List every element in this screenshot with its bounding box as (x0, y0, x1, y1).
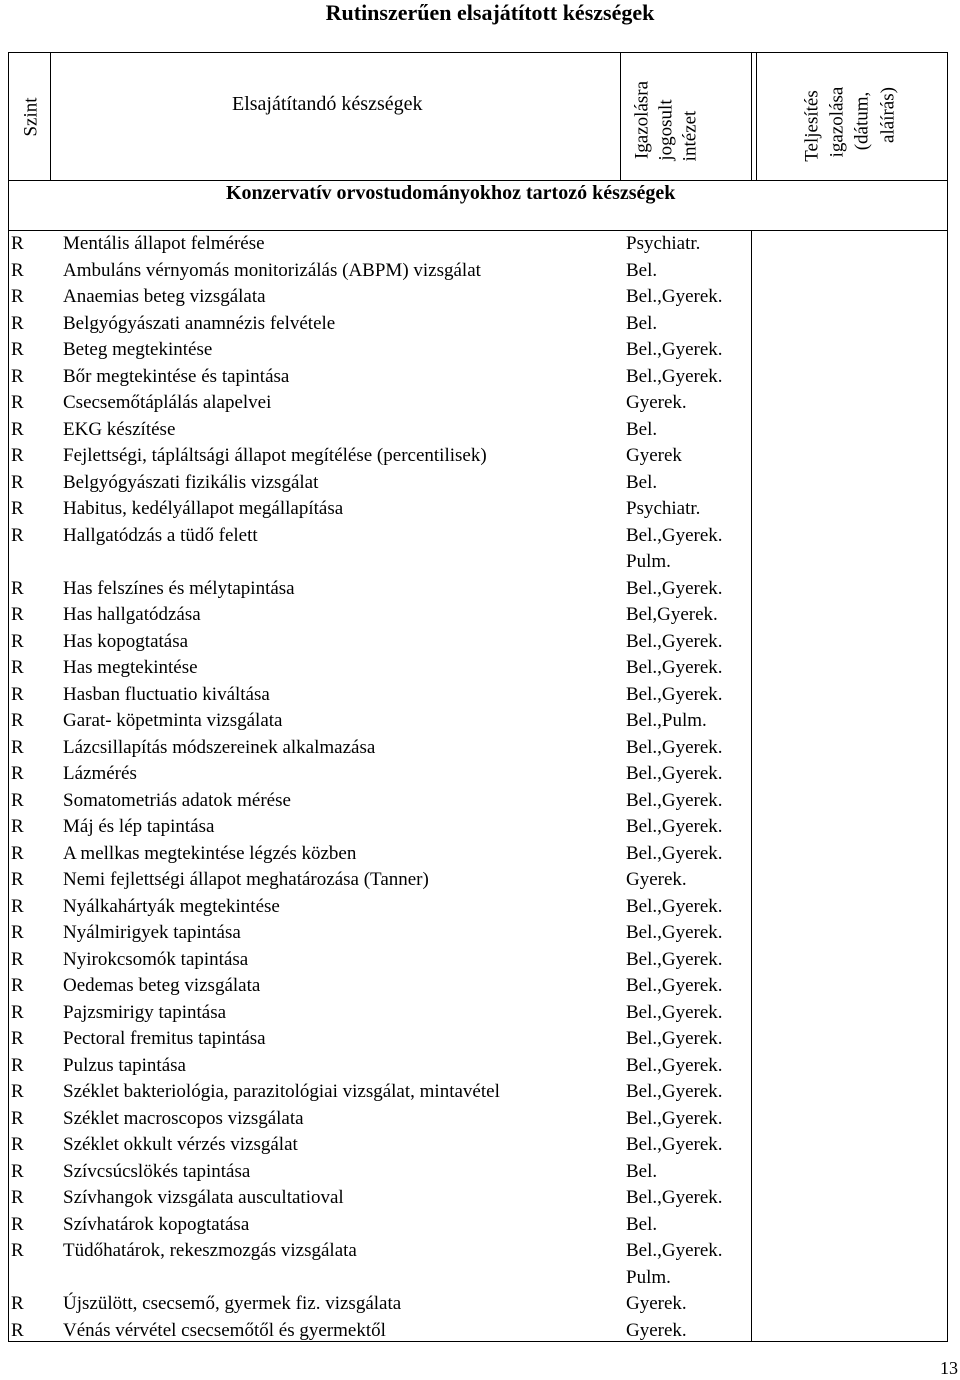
header-level: Szint (20, 97, 42, 137)
table-row (0, 258, 960, 285)
table-row (0, 629, 960, 656)
row-institute: Bel.,Gyerek. (626, 922, 723, 943)
table-row (0, 841, 960, 868)
row-institute: Bel.,Gyerek. (626, 577, 723, 599)
row-institute: Bel. (626, 418, 658, 440)
row-institute: Bel. (626, 312, 658, 334)
row-skill: Has kopogtatása (63, 630, 189, 652)
table-row (0, 523, 960, 576)
row-level: R (11, 710, 24, 731)
table-row (0, 470, 960, 497)
table-row (0, 973, 960, 1000)
row-institute: Bel.,Gyerek. (626, 1028, 723, 1049)
row-skill: Szívhangok vizsgálata auscultatioval (63, 1187, 344, 1208)
row-skill: Belgyógyászati anamnézis felvétele (63, 312, 336, 334)
row-level: R (11, 1213, 24, 1235)
row-level: R (11, 736, 24, 758)
row-institute: Bel.,Gyerek. (626, 1081, 723, 1102)
table-row (0, 788, 960, 815)
row-skill: Pectoral fremitus tapintása (63, 1028, 266, 1049)
row-level: R (11, 1081, 24, 1102)
row-institute: Gyerek. (626, 1319, 687, 1341)
row-skill: Széklet bakteriológia, parazitológiai vizsgálat, mintavétel (63, 1081, 500, 1102)
row-skill: Pulzus tapintása (63, 1054, 186, 1076)
row-level: R (11, 339, 24, 360)
row-institute: Bel.,Gyerek. (626, 630, 723, 652)
header-skills: Elsajátítandó készségek (232, 93, 423, 115)
table-row (0, 443, 960, 470)
row-institute: Bel.,Gyerek. (626, 365, 723, 387)
row-skill: Széklet okkult vérzés vizsgálat (63, 1134, 298, 1155)
row-level: R (11, 975, 24, 996)
row-level: R (11, 286, 24, 307)
row-level: R (11, 1028, 24, 1049)
row-level: R (11, 789, 24, 811)
row-level: R (11, 259, 24, 281)
row-skill: Lázmérés (63, 763, 137, 784)
table-row (0, 1026, 960, 1053)
row-level: R (11, 471, 24, 493)
row-institute: Bel.,Gyerek. (626, 339, 723, 360)
row-skill: Has megtekintése (63, 657, 198, 678)
table-row (0, 390, 960, 417)
table-row (0, 708, 960, 735)
row-institute: Gyerek. (626, 1293, 687, 1314)
row-skill: Máj és lép tapintása (63, 816, 215, 837)
table-row (0, 1106, 960, 1133)
row-institute: Bel.,Gyerek. (626, 816, 723, 837)
row-level: R (11, 604, 24, 625)
row-institute: Bel.,Gyerek. (626, 1054, 723, 1076)
row-institute: Gyerek. (626, 392, 687, 413)
row-skill: Nemi fejlettségi állapot meghatározása (Tanner) (63, 869, 429, 890)
page-number: 13 (940, 1358, 958, 1378)
table-row (0, 576, 960, 603)
row-level: R (11, 869, 24, 890)
row-institute: Bel. (626, 471, 658, 493)
row-skill: Belgyógyászati fizikális vizsgálat (63, 471, 319, 493)
row-skill: Habitus, kedélyállapot megállapítása (63, 498, 344, 519)
row-skill: Hallgatódzás a tüdő felett (63, 524, 258, 546)
row-institute: Bel. (626, 1213, 658, 1235)
row-institute: Psychiatr. (626, 498, 701, 519)
row-level: R (11, 1160, 24, 1182)
row-level: R (11, 842, 24, 864)
row-institute: Psychiatr. (626, 233, 701, 254)
table-row (0, 337, 960, 364)
row-institute: Bel.,Gyerek. Pulm. (626, 524, 723, 572)
table-row (0, 1132, 960, 1159)
table-row (0, 735, 960, 762)
table-row (0, 284, 960, 311)
table-row (0, 364, 960, 391)
table-row (0, 1318, 960, 1345)
row-level: R (11, 1001, 24, 1023)
table-row (0, 496, 960, 523)
row-level: R (11, 445, 24, 466)
row-institute: Bel.,Gyerek. (626, 1134, 723, 1155)
row-skill: Tüdőhatárok, rekeszmozgás vizsgálata (63, 1240, 357, 1261)
table-row (0, 947, 960, 974)
table-row (0, 231, 960, 258)
row-institute: Bel.,Gyerek. (626, 286, 723, 307)
header-divider-institute (620, 52, 621, 180)
row-level: R (11, 816, 24, 837)
table-row (0, 602, 960, 629)
row-skill: Csecsemőtáplálás alapelvei (63, 392, 272, 413)
header-divider-level (50, 52, 51, 180)
row-institute: Bel.,Gyerek. (626, 842, 723, 864)
row-skill: Ambuláns vérnyomás monitorizálás (ABPM) vizsgálat (63, 259, 481, 281)
row-institute: Bel.,Gyerek. (626, 789, 723, 811)
row-level: R (11, 1134, 24, 1155)
row-level: R (11, 233, 24, 254)
row-level: R (11, 948, 24, 970)
row-institute: Bel.,Gyerek. (626, 657, 723, 678)
row-skill: A mellkas megtekintése légzés közben (63, 842, 357, 864)
row-level: R (11, 524, 24, 546)
table-row (0, 311, 960, 338)
table-row (0, 920, 960, 947)
table-row (0, 1291, 960, 1318)
header-institute-line-2: jogosult (655, 99, 677, 161)
row-institute: Bel.,Gyerek. Pulm. (626, 1240, 723, 1288)
table-row (0, 1185, 960, 1212)
row-skill: Lázcsillapítás módszereinek alkalmazása (63, 736, 376, 758)
skills-rows (0, 231, 960, 1344)
row-skill: Szívhatárok kopogtatása (63, 1213, 250, 1235)
row-level: R (11, 763, 24, 784)
row-institute: Bel.,Gyerek. (626, 948, 723, 970)
row-institute: Bel,Gyerek. (626, 604, 718, 625)
header-institute-line-3: intézet (679, 110, 701, 162)
row-institute: Bel.,Gyerek. (626, 683, 723, 705)
header-completion-line-3: (dátum, (851, 91, 873, 151)
row-level: R (11, 657, 24, 678)
row-skill: Nyirokcsomók tapintása (63, 948, 249, 970)
table-row (0, 1000, 960, 1027)
table-row (0, 894, 960, 921)
row-level: R (11, 1319, 24, 1341)
row-level: R (11, 895, 24, 917)
header-divider-completion-right (756, 52, 757, 180)
row-skill: Bőr megtekintése és tapintása (63, 365, 290, 387)
row-skill: Szívcsúcslökés tapintása (63, 1160, 251, 1182)
row-level: R (11, 1107, 24, 1129)
row-skill: Garat- köpetminta vizsgálata (63, 710, 283, 731)
row-institute: Bel. (626, 1160, 658, 1182)
row-level: R (11, 365, 24, 387)
row-skill: Széklet macroscopos vizsgálata (63, 1107, 304, 1129)
row-institute: Bel.,Gyerek. (626, 1001, 723, 1023)
row-skill: Nyálmirigyek tapintása (63, 922, 241, 943)
row-skill: Has felszínes és mélytapintása (63, 577, 295, 599)
row-institute: Bel.,Gyerek. (626, 895, 723, 917)
table-row (0, 761, 960, 788)
header-divider-completion-left (751, 52, 752, 180)
row-skill: Pajzsmirigy tapintása (63, 1001, 227, 1023)
row-institute: Bel.,Gyerek. (626, 763, 723, 784)
row-level: R (11, 498, 24, 519)
row-skill: Fejlettségi, tápláltsági állapot megítélése (percentilisek) (63, 445, 487, 466)
table-row (0, 1079, 960, 1106)
row-level: R (11, 312, 24, 334)
row-skill: Hasban fluctuatio kiváltása (63, 683, 270, 705)
row-institute: Bel.,Gyerek. (626, 1107, 723, 1129)
row-level: R (11, 577, 24, 599)
row-level: R (11, 922, 24, 943)
table-row (0, 1053, 960, 1080)
table-row (0, 682, 960, 709)
row-skill: Anaemias beteg vizsgálata (63, 286, 266, 307)
header-completion-line-2: igazolása (826, 86, 848, 158)
table-row (0, 1159, 960, 1186)
row-skill: Nyálkahártyák megtekintése (63, 895, 280, 917)
row-institute: Bel.,Pulm. (626, 710, 707, 731)
row-institute: Gyerek. (626, 869, 687, 890)
row-skill: Has hallgatódzása (63, 604, 201, 625)
table-row (0, 1212, 960, 1239)
row-level: R (11, 418, 24, 440)
row-level: R (11, 1187, 24, 1208)
table-row (0, 814, 960, 841)
header-institute-line-1: Igazolásra (631, 80, 653, 160)
table-row (0, 867, 960, 894)
row-skill: Oedemas beteg vizsgálata (63, 975, 261, 996)
row-level: R (11, 392, 24, 413)
table-row (0, 417, 960, 444)
row-skill: EKG készítése (63, 418, 176, 440)
row-skill: Somatometriás adatok mérése (63, 789, 291, 811)
header-completion-line-1: Teljesítés (801, 90, 823, 162)
row-skill: Beteg megtekintése (63, 339, 213, 360)
header-completion-line-4: aláírás) (877, 87, 899, 143)
row-level: R (11, 1240, 24, 1261)
row-institute: Bel.,Gyerek. (626, 736, 723, 758)
row-level: R (11, 1054, 24, 1076)
row-level: R (11, 630, 24, 652)
row-level: R (11, 683, 24, 705)
row-skill: Újszülött, csecsemő, gyermek fiz. vizsgálata (63, 1293, 402, 1314)
table-row (0, 655, 960, 682)
table-row (0, 1238, 960, 1291)
row-institute: Bel.,Gyerek. (626, 975, 723, 996)
page-title: Rutinszerűen elsajátított készségek (325, 0, 655, 25)
row-skill: Mentális állapot felmérése (63, 233, 265, 254)
row-institute: Bel.,Gyerek. (626, 1187, 723, 1208)
row-skill: Vénás vérvétel csecsemőtől és gyermektől (63, 1319, 386, 1341)
row-institute: Gyerek (626, 445, 682, 466)
row-institute: Bel. (626, 259, 658, 281)
section-title: Konzervatív orvostudományokhoz tartozó készségek (226, 182, 676, 204)
row-level: R (11, 1293, 24, 1314)
